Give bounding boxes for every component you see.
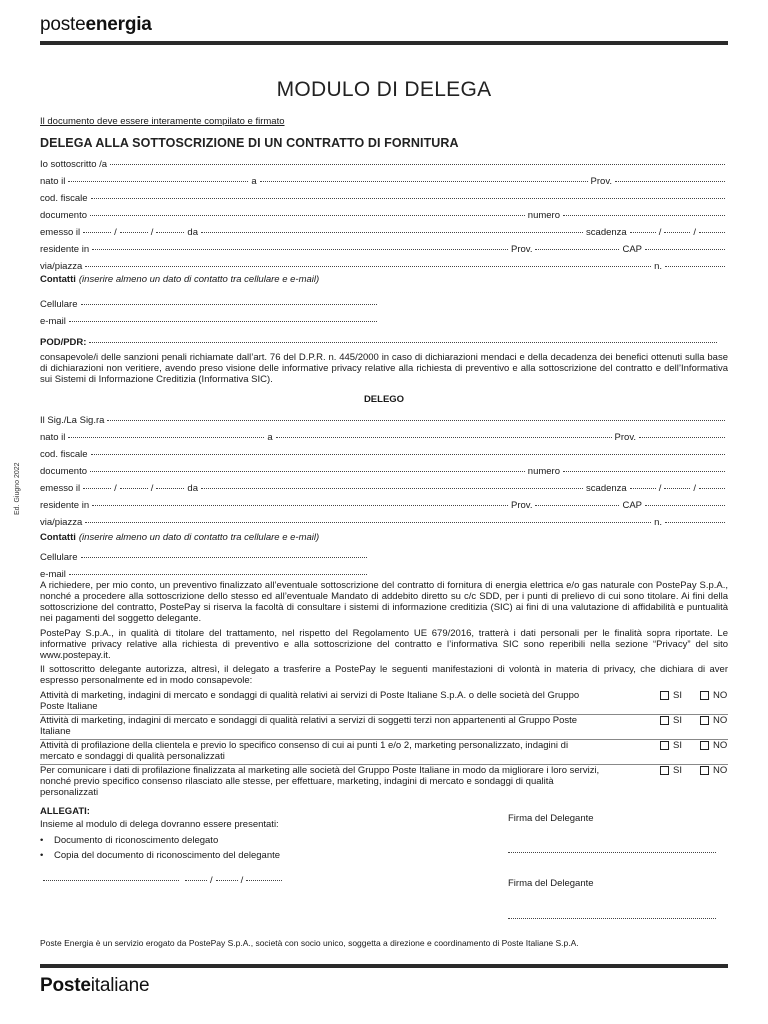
date-separator: /	[150, 483, 154, 494]
date-separator: /	[658, 227, 662, 238]
field-emesso-da-2[interactable]	[201, 478, 583, 489]
consent-text-2: Attività di marketing, indagini di mercato e sondaggi di qualità relativi a servizi di soggetti terzi non appartenenti al Gruppo Poste Italiane	[40, 715, 578, 737]
label-email: e-mail	[40, 569, 66, 580]
date-separator: /	[658, 483, 662, 494]
label-n: n.	[654, 517, 662, 528]
si-label: SI	[673, 715, 682, 726]
row-contatti	[40, 274, 728, 286]
label-sig: Il Sig./La Sig.ra	[40, 415, 105, 426]
no-label: NO	[713, 740, 728, 751]
row-emesso-2	[40, 480, 728, 492]
label-documento: documento	[40, 466, 88, 477]
row-contatti-2	[40, 532, 728, 544]
field-cellulare-2[interactable]	[81, 547, 368, 558]
label-da: da	[187, 483, 198, 494]
label-contatti: Contatti	[40, 274, 76, 285]
field-residente-2[interactable]	[92, 495, 508, 506]
label-cap: CAP	[622, 500, 642, 511]
allegati-item	[40, 850, 280, 861]
consent-text-4: Per comunicare i dati di profilazione finalizzata al marketing alle società del Gruppo Poste Italiane in modo da migliorare i loro servizi, nonché previo specifico consenso rilasciato alle stesse, per effettuare, marketing, indagini di mercato e sondaggi di qualità personalizzati	[40, 765, 600, 798]
allegati-heading: ALLEGATI:	[40, 806, 90, 817]
field-scadenza-aa[interactable]	[699, 222, 725, 233]
checkbox-icon[interactable]	[700, 691, 709, 700]
label-emesso: emesso il	[40, 483, 81, 494]
label-da: da	[187, 227, 198, 238]
field-prov[interactable]	[615, 171, 725, 182]
row-residente	[40, 241, 728, 253]
label-cellulare: Cellulare	[40, 552, 78, 563]
field-email-2[interactable]	[69, 564, 367, 575]
row-sig	[40, 412, 728, 424]
date-separator: /	[693, 227, 696, 238]
si-label: SI	[673, 765, 682, 776]
label-sottoscritto: Io sottoscritto /a	[40, 159, 108, 170]
firma-delegante-label-2: Firma del Delegante	[508, 878, 594, 889]
field-emesso-aa-2[interactable]	[156, 478, 184, 489]
label-n: n.	[654, 261, 662, 272]
label-via: via/piazza	[40, 517, 83, 528]
consent-text-3: Attività di profilazione della clientela e previo lo specifico consenso di cui ai punti 1 e/o 2, marketing personalizzato, indagini di mercato e sondaggi di qualità personalizzati	[40, 740, 569, 762]
consent-2-si[interactable]	[660, 715, 682, 726]
date-separator: /	[240, 875, 244, 886]
field-via[interactable]	[85, 256, 651, 267]
row-cellulare	[40, 296, 380, 308]
label-numero: numero	[527, 466, 560, 477]
consent-3-no[interactable]	[700, 740, 727, 751]
label-a: a	[267, 432, 273, 443]
delego-heading: DELEGO	[363, 394, 405, 405]
consent-2-no[interactable]	[700, 715, 727, 726]
consent-1-no[interactable]	[700, 690, 727, 701]
allegati-item	[40, 835, 218, 846]
row-cellulare-2	[40, 549, 370, 561]
label-contatti: Contatti	[40, 532, 76, 543]
bottom-rule	[40, 964, 728, 968]
label-scadenza: scadenza	[586, 227, 627, 238]
label-numero: numero	[527, 210, 560, 221]
field-residente[interactable]	[92, 239, 508, 250]
allegati-item-label: Documento di riconoscimento delegato	[54, 835, 219, 846]
field-via-2[interactable]	[85, 512, 651, 523]
label-cod-fiscale: cod. fiscale	[40, 193, 88, 204]
field-nato-il-2[interactable]	[68, 427, 264, 438]
consent-4-no[interactable]	[700, 765, 727, 776]
label-emesso: emesso il	[40, 227, 81, 238]
field-numero-2[interactable]	[563, 461, 725, 472]
consent-row-2	[40, 715, 728, 739]
field-cap-2[interactable]	[645, 495, 725, 506]
field-data-mm[interactable]	[216, 870, 238, 881]
checkbox-icon[interactable]	[700, 716, 709, 725]
field-prov-2[interactable]	[639, 427, 725, 438]
row-emesso	[40, 224, 728, 236]
checkbox-icon[interactable]	[660, 741, 669, 750]
checkbox-icon[interactable]	[700, 766, 709, 775]
date-separator: /	[693, 483, 696, 494]
field-documento[interactable]	[90, 205, 525, 216]
consent-3-si[interactable]	[660, 740, 682, 751]
row-nato	[40, 173, 728, 185]
posteenergia-logo: posteenergia	[40, 14, 152, 35]
field-pod[interactable]	[89, 332, 717, 343]
field-numero[interactable]	[563, 205, 725, 216]
label-email: e-mail	[40, 316, 66, 327]
contatti-hint: (inserire almeno un dato di contatto tra cellulare e e-mail)	[78, 532, 320, 543]
field-scadenza-mm-2[interactable]	[664, 478, 690, 489]
allegati-item-label: Copia del documento di riconoscimento del delegante	[54, 850, 281, 861]
field-emesso-mm-2[interactable]	[120, 478, 148, 489]
label-pod: POD/PDR:	[40, 337, 87, 348]
firma-delegante-field-1[interactable]	[508, 842, 716, 853]
field-cellulare[interactable]	[81, 294, 378, 305]
firma-delegante-label-1: Firma del Delegante	[508, 813, 594, 824]
label-prov: Prov.	[590, 176, 612, 187]
field-luogo-nascita-2[interactable]	[276, 427, 612, 438]
row-email-2	[40, 566, 370, 578]
no-label: NO	[713, 715, 728, 726]
row-documento-2	[40, 463, 728, 475]
date-separator: /	[150, 227, 154, 238]
field-luogo[interactable]	[43, 870, 179, 881]
field-scadenza-gg-2[interactable]	[630, 478, 656, 489]
consent-1-si[interactable]	[660, 690, 682, 701]
field-cod-fiscale-2[interactable]	[91, 444, 725, 455]
field-scadenza-aa-2[interactable]	[699, 478, 725, 489]
autorizza-paragraph: Il sottoscritto delegante autorizza, altresì, il delegato a trasferire a PostePay le seguenti manifestazioni di volontà in materia di privacy, che dichiara di aver espresso personalmente ed in modo consapevole:	[40, 664, 728, 686]
date-separator: /	[114, 227, 117, 238]
label-cod-fiscale: cod. fiscale	[40, 449, 88, 460]
row-pod	[40, 334, 720, 346]
row-email	[40, 313, 380, 325]
consent-4-si[interactable]	[660, 765, 682, 776]
field-cod-fiscale[interactable]	[91, 188, 725, 199]
field-prov-res[interactable]	[535, 239, 619, 250]
edition-note: Ed. Giugno 2022	[14, 462, 21, 515]
field-emesso-da[interactable]	[201, 222, 583, 233]
field-scadenza-gg[interactable]	[630, 222, 656, 233]
si-label: SI	[673, 690, 682, 701]
label-prov: Prov.	[614, 432, 636, 443]
row-via-2	[40, 514, 728, 526]
field-luogo-nascita[interactable]	[260, 171, 588, 182]
footer-note: Poste Energia è un servizio erogato da PostePay S.p.A., società con socio unico, soggetta a direzione e coordinamento di Poste Italiane S.p.A.	[40, 938, 579, 948]
field-civico[interactable]	[665, 256, 725, 267]
bullet-icon: •	[40, 850, 44, 861]
label-cellulare: Cellulare	[40, 299, 78, 310]
consent-row-3	[40, 740, 728, 764]
checkbox-icon[interactable]	[700, 741, 709, 750]
row-via	[40, 258, 728, 270]
field-documento-2[interactable]	[90, 461, 525, 472]
page-title: MODULO DI DELEGA	[276, 78, 492, 101]
checkbox-icon[interactable]	[660, 766, 669, 775]
field-civico-2[interactable]	[665, 512, 725, 523]
consent-text-1: Attività di marketing, indagini di mercato e sondaggi di qualità relativi ai servizi di Poste Italiane S.p.A. o delle società del Gruppo Poste Italiane	[40, 690, 580, 712]
label-prov: Prov.	[510, 244, 533, 255]
label-documento: documento	[40, 210, 88, 221]
postepay-paragraph: PostePay S.p.A., in qualità di titolare del trattamento, nel rispetto del Regolamento UE 679/2016, tratterà i dati personali per le finalità sopra riportate. Le informative privacy relative alla richiesta di preventivo e alla sottoscrizione del contratto e l’informativa SIC sono reperibili nella sezione “Privacy” del sito www.postepay.it.	[40, 628, 728, 661]
row-residente-2	[40, 497, 728, 509]
field-sig[interactable]	[107, 410, 725, 421]
bullet-icon: •	[40, 835, 44, 846]
field-emesso-gg-2[interactable]	[83, 478, 111, 489]
firma-delegante-field-2[interactable]	[508, 908, 716, 919]
label-nato: nato il	[40, 432, 66, 443]
allegati-intro: Insieme al modulo di delega dovranno essere presentati:	[40, 819, 279, 830]
field-scadenza-mm[interactable]	[664, 222, 690, 233]
section-heading: DELEGA ALLA SOTTOSCRIZIONE DI UN CONTRATTO DI FORNITURA	[40, 136, 459, 150]
consapevole-paragraph: consapevole/i delle sanzioni penali richiamate dall’art. 76 del D.P.R. n. 445/2000 in caso di dichiarazioni mendaci e della decadenza dei benefici ottenuti sulla base di dichiarazioni non veritiere, avendo preso visione delle informative privacy relative alla richiesta di preventivo e alla sottoscrizione del contratto e dell’Informativa sui Sistemi di Informazione Creditizia (Informativa SIC).	[40, 352, 728, 385]
field-cap[interactable]	[645, 239, 725, 250]
label-a: a	[251, 176, 257, 187]
label-prov: Prov.	[510, 500, 533, 511]
posteitaliane-logo: Posteitaliane	[40, 975, 150, 996]
label-residente: residente in	[40, 500, 90, 511]
checkbox-icon[interactable]	[660, 716, 669, 725]
no-label: NO	[713, 690, 728, 701]
si-label: SI	[673, 740, 682, 751]
row-sottoscritto	[40, 156, 728, 168]
label-via: via/piazza	[40, 261, 83, 272]
label-cap: CAP	[622, 244, 642, 255]
label-residente: residente in	[40, 244, 90, 255]
top-rule	[40, 41, 728, 45]
label-nato: nato il	[40, 176, 66, 187]
date-separator: /	[114, 483, 117, 494]
row-documento	[40, 207, 728, 219]
checkbox-icon[interactable]	[660, 691, 669, 700]
consent-row-4	[40, 765, 728, 801]
consent-row-1	[40, 690, 728, 714]
row-luogo-data	[40, 872, 360, 884]
richiedere-paragraph: A richiedere, per mio conto, un preventivo finalizzato all’eventuale sottoscrizione del contratto di fornitura di energia elettrica e/o gas naturale con PostePay S.p.A., nonché a procedere alla sottoscrizione dello stesso ed all’eventuale Mandato di addebito diretto su c/c SDD, per i punti di prelievo di cui sono titolare. Ai fini della sottoscrizione del contratto, PostePay si riserva la facoltà di consultare i sistemi di informazione creditizia (SIC) ai fini di una valutazione di affidabilità e puntualità nei pagamenti del soggetto delegante.	[40, 580, 728, 624]
field-data-gg[interactable]	[185, 870, 207, 881]
field-data-aa[interactable]	[246, 870, 282, 881]
field-prov-res-2[interactable]	[535, 495, 619, 506]
no-label: NO	[713, 765, 728, 776]
field-nato-il[interactable]	[68, 171, 248, 182]
row-nato-2	[40, 429, 728, 441]
row-cod-fiscale	[40, 190, 728, 202]
field-email[interactable]	[69, 311, 377, 322]
label-scadenza: scadenza	[586, 483, 627, 494]
field-emesso-aa[interactable]	[156, 222, 184, 233]
field-emesso-gg[interactable]	[83, 222, 111, 233]
row-cod-fiscale-2	[40, 446, 728, 458]
date-separator: /	[210, 875, 213, 886]
contatti-hint: (inserire almeno un dato di contatto tra cellulare e e-mail)	[78, 274, 320, 285]
instruction-note: Il documento deve essere interamente compilato e firmato	[40, 116, 285, 127]
field-sottoscritto[interactable]	[110, 154, 725, 165]
field-emesso-mm[interactable]	[120, 222, 148, 233]
